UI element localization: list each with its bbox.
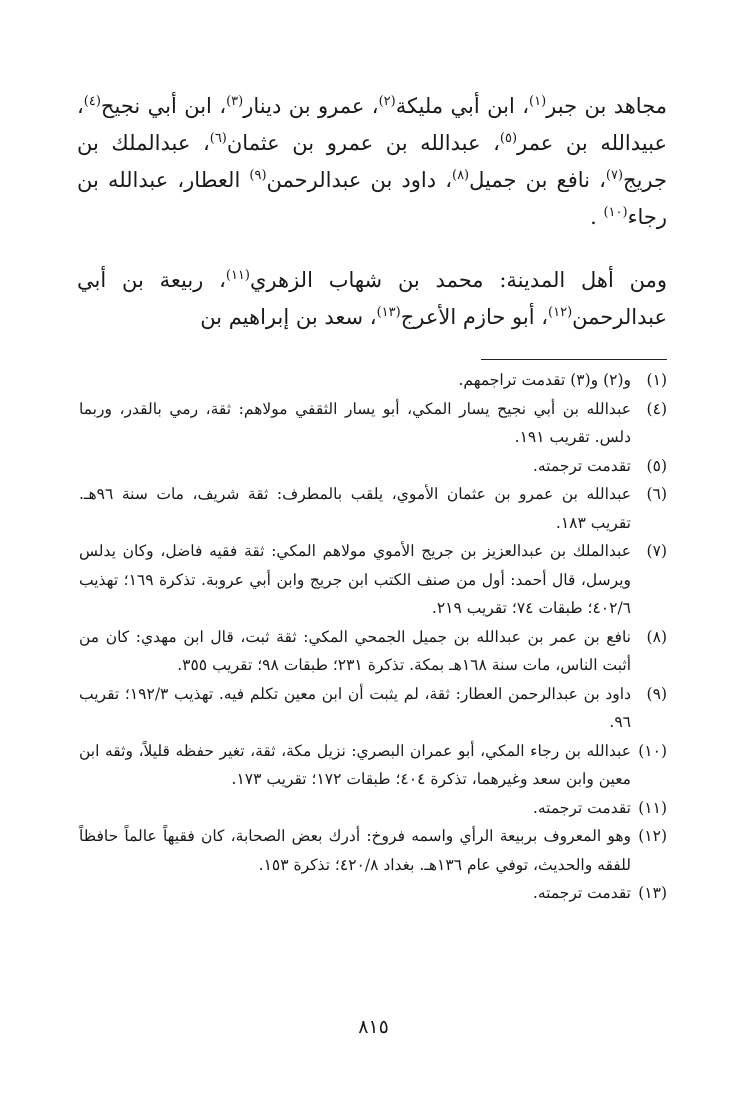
footnote-number: (١) — [646, 371, 667, 389]
footnote-number: (١٢) — [638, 827, 667, 845]
footnote-item — [79, 452, 667, 481]
text-segment: ، عبدالملك بن جريج — [77, 131, 667, 192]
footnote-ref-11: (١١) — [225, 268, 250, 283]
footnote-text: تقدمت ترجمته. — [532, 798, 631, 817]
footnote-ref-4: (٤) — [83, 94, 101, 109]
footnote-text: تقدمت ترجمته. — [532, 884, 631, 902]
paragraph-1-text — [77, 88, 667, 236]
footnote-item — [79, 480, 667, 537]
footnote-text: عبدالله بن عمرو بن عثمان الأموي، يلقب بالمطرف: ثقة شريف، مات سنة ٩٦هـ. تقريب ١٨٣. — [79, 485, 631, 532]
footnote-text: عبدالله بن رجاء المكي، أبو عمران البصري: نزيل مكة، ثقة، تغير حفظه قليلاً، وثقه ابن معين وابن سعد وغيرهما، تذكرة ٤٠٤؛ طبقات ١٧٢؛ تقريب ١٧٣. — [79, 741, 631, 788]
footnote-ref-1: (١) — [529, 94, 547, 109]
footnote-number: (٧) — [646, 542, 667, 560]
text-segment: ، عمرو بن دينار — [243, 94, 379, 118]
footnote-number: (٦) — [646, 485, 667, 503]
page-number: ٨١٥ — [358, 1016, 389, 1038]
footnote-number: (١١) — [638, 798, 667, 817]
footnote-ref-8: (٨) — [451, 168, 470, 183]
text-segment: . — [590, 205, 604, 229]
footnote-number: (٤) — [646, 399, 667, 418]
footnote-ref-2: (٢) — [378, 94, 396, 109]
footnote-ref-9: (٩) — [249, 168, 267, 183]
text-segment: ، عبيدالله بن عمر — [77, 94, 667, 155]
footnote-item — [79, 680, 667, 737]
footnote-separator — [481, 359, 667, 360]
footnote-text: عبدالملك بن عبدالعزيز بن جريج الأموي مولاهم المكي: ثقة فقيه فاضل، وكان يدلس ويرسل، قال أحمد: أول من صنف الكتب ابن جريج وابن أبي عروبة. تذكرة ١٦٩؛ تهذيب ٤٠٢/٦؛ طبقات ٧٤؛ تقريب ٢١٩. — [79, 542, 631, 617]
footnote-item — [79, 395, 667, 452]
paragraph-2-text — [77, 262, 667, 336]
footnote-ref-7: (٧) — [605, 168, 624, 183]
footnote-item — [79, 737, 667, 794]
footnotes — [79, 366, 667, 908]
footnote-number: (٨) — [646, 627, 667, 646]
text-segment: مجاهد بن جبر — [546, 94, 668, 118]
footnote-number: (١٣) — [638, 884, 667, 902]
text-segment: ، أبو حازم الأعرج — [400, 305, 549, 329]
footnote-ref-12: (١٢) — [548, 305, 573, 320]
footnote-text: نافع بن عمر بن عبدالله بن جميل الجمحي المكي: ثقة ثبت، قال ابن مهدي: كان من أثبت الناس، مات سنة ١٦٨هـ بمكة. تذكرة ٢٣١؛ طبقات ٩٨؛ تقريب ٣٥٥. — [79, 627, 631, 674]
footnote-text: داود بن عبدالرحمن العطار: ثقة، لم يثبت أن ابن معين تكلم فيه. تهذيب ١٩٢/٣؛ تقريب ٩٦. — [79, 684, 631, 731]
main-paragraph-1 — [77, 88, 667, 236]
footnote-ref-6: (٦) — [209, 131, 227, 146]
footnote-ref-5: (٥) — [499, 131, 518, 146]
footnote-item — [79, 822, 667, 879]
footnote-number: (١٠) — [638, 741, 667, 760]
text-segment: ومن أهل المدينة: محمد بن شهاب الزهري — [250, 268, 667, 292]
footnote-text: عبدالله بن أبي نجيح يسار المكي، أبو يسار الثقفي مولاهم: ثقة، رمي بالقدر، وربما دلس. تقريب ١٩١. — [79, 399, 631, 446]
text-segment: ، ربيعة بن أبي عبدالرحمن — [77, 268, 667, 329]
text-segment: العطار، عبدالله بن رجاء — [77, 168, 667, 229]
footnote-number: (٥) — [646, 456, 667, 475]
footnote-number: (٩) — [646, 684, 667, 703]
text-segment: ، ابن أبي مليكة — [395, 94, 529, 118]
text-segment: ، داود بن عبدالرحمن — [266, 168, 452, 192]
footnote-item — [79, 537, 667, 623]
footnote-text: و(٢) و(٣) تقدمت تراجمهم. — [458, 371, 631, 389]
text-segment: ، عبدالله بن عمرو بن عثمان — [226, 131, 500, 155]
footnote-item — [79, 366, 667, 395]
footnote-ref-3: (٣) — [226, 94, 244, 109]
footnote-text: تقدمت ترجمته. — [532, 456, 631, 475]
footnote-ref-13: (١٣) — [376, 305, 401, 320]
text-segment: ، نافع بن جميل — [469, 168, 606, 192]
text-segment: ، سعد بن إبراهيم بن — [200, 305, 377, 329]
footnote-text: وهو المعروف بربيعة الرأي واسمه فروخ: أدرك بعض الصحابة، كان فقيهاً عالماً حافظاً للفقه والحديث، توفي عام ١٣٦هـ. بغداد ٤٢٠/٨؛ تذكرة ١٥٣. — [79, 827, 631, 874]
footnote-ref-10: (١٠) — [603, 205, 628, 220]
footnote-item — [79, 794, 667, 823]
text-segment: ، ابن أبي نجيح — [100, 94, 227, 118]
footnote-item — [79, 623, 667, 680]
footnote-item — [79, 879, 667, 908]
main-paragraph-2 — [77, 262, 667, 336]
